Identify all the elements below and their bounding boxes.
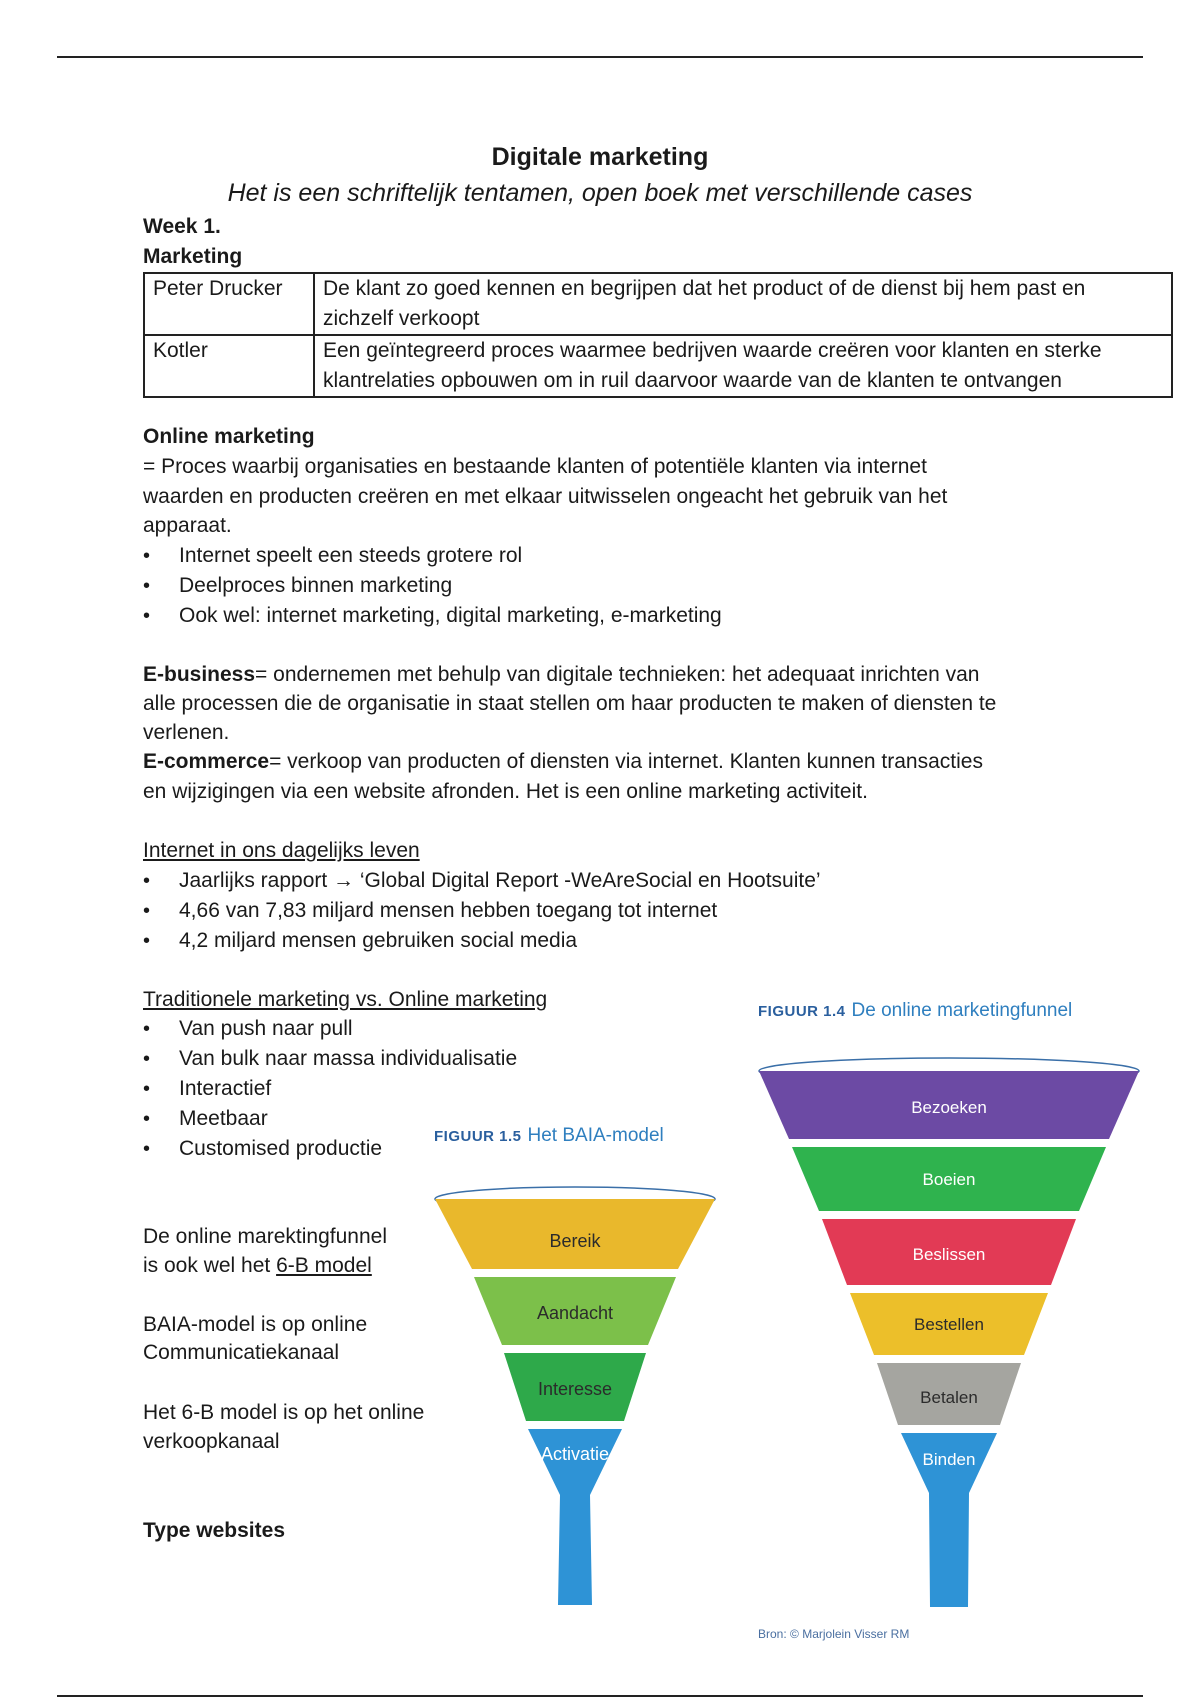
ebusiness-term: E-business — [143, 663, 256, 686]
ecommerce-line: en wijzigingen via een website afronden. Het is een online marketing activiteit. — [143, 780, 868, 803]
figure-caption-text: De online marketingfunnel — [851, 1000, 1073, 1021]
online-marketing-definition-line: = Proces waarbij organisaties en bestaande klanten of potentiële klanten via internet — [143, 455, 927, 478]
funnel-label-5: Betalen — [920, 1388, 978, 1407]
document-title: Digitale marketing — [491, 143, 709, 171]
funnel-label-1: Bezoeken — [911, 1098, 987, 1117]
baia-label-3: Interesse — [537, 1379, 613, 1399]
definition-line: zichzelf verkoopt — [323, 307, 480, 330]
table-cell-term: Peter Drucker — [144, 273, 314, 335]
document-subtitle: Het is een schriftelijk tentamen, open boek met verschillende cases — [227, 179, 973, 207]
figure-number: FIGUUR 1.4 — [758, 1003, 846, 1020]
marketing-definitions-table — [143, 272, 1173, 398]
list-item: • Customised productie — [143, 1134, 517, 1164]
ecommerce-text: = verkoop van producten of diensten via internet. Klanten kunnen transacties — [269, 750, 983, 773]
list-item: • 4,2 miljard mensen gebruiken social media — [143, 926, 821, 956]
traditional-heading: Traditionele marketing vs. Online marketing — [143, 988, 548, 1011]
marketing-funnel-figure — [756, 1055, 1146, 1615]
list-item: • Internet speelt een steeds grotere rol — [143, 541, 722, 571]
internet-bullets — [143, 866, 821, 956]
note-text: is ook wel het — [143, 1254, 277, 1277]
note-funnel: De online marektingfunnel — [143, 1225, 387, 1248]
note-six-b: verkoopkanaal — [143, 1430, 280, 1453]
definition-line: De klant zo goed kennen en begrijpen dat het product of de dienst bij hem past en — [323, 277, 1086, 300]
ebusiness-line: verlenen. — [143, 721, 230, 744]
list-item: • Interactief — [143, 1074, 517, 1104]
figure-number: FIGUUR 1.5 — [434, 1128, 522, 1145]
note-baia: BAIA-model is op online — [143, 1313, 368, 1336]
marketing-heading: Marketing — [143, 245, 243, 268]
baia-funnel-figure — [430, 1185, 720, 1615]
list-item: • Van bulk naar massa individualisatie — [143, 1044, 517, 1074]
ebusiness-line: alle processen die de organisatie in staat stellen om haar producten te maken of diensten te — [143, 692, 997, 715]
baia-label-2: Aandacht — [536, 1303, 614, 1323]
type-websites-heading: Type websites — [143, 1519, 285, 1542]
note-six-b: Het 6-B model is op het online — [143, 1401, 425, 1424]
table-cell-definition — [314, 335, 1172, 397]
header-rule — [57, 56, 1143, 58]
list-item: • Van push naar pull — [143, 1014, 517, 1044]
footer-rule — [57, 1695, 1143, 1697]
funnel-label-6: Binden — [922, 1450, 976, 1469]
table-cell-definition — [314, 273, 1172, 335]
figure-source: Bron: © Marjolein Visser RM — [758, 1627, 910, 1641]
ecommerce-line — [143, 747, 983, 777]
list-item: • Deelproces binnen marketing — [143, 571, 722, 601]
online-marketing-heading: Online marketing — [143, 425, 315, 448]
definition-line: Een geïntegreerd proces waarmee bedrijven waarde creëren voor klanten en sterke — [323, 339, 1102, 362]
ecommerce-term: E-commerce — [143, 750, 270, 773]
note-funnel — [143, 1251, 372, 1281]
week-heading: Week 1. — [143, 215, 221, 238]
table-row — [144, 273, 1172, 335]
list-item: • Ook wel: internet marketing, digital marketing, e-marketing — [143, 601, 722, 631]
baia-label-1: Bereik — [549, 1231, 601, 1251]
ebusiness-line — [143, 660, 979, 690]
baia-label-4: Activatie — [540, 1444, 610, 1464]
note-baia: Communicatiekanaal — [143, 1341, 340, 1364]
funnel-label-3: Beslissen — [912, 1245, 986, 1264]
online-marketing-bullets — [143, 541, 722, 631]
six-b-model-term: 6-B model — [276, 1254, 372, 1277]
list-item: • Jaarlijks rapport → ‘Global Digital Report -WeAreSocial en Hootsuite’ — [143, 866, 821, 896]
figure-baia-caption — [434, 1125, 664, 1147]
list-item: • 4,66 van 7,83 miljard mensen hebben toegang tot internet — [143, 896, 821, 926]
ebusiness-text: = ondernemen met behulp van digitale technieken: het adequaat inrichten van — [255, 663, 980, 686]
internet-heading: Internet in ons dagelijks leven — [143, 839, 420, 862]
funnel-label-2: Boeien — [922, 1170, 976, 1189]
funnel-label-4: Bestellen — [914, 1315, 984, 1334]
online-marketing-definition-line: waarden en producten creëren en met elkaar uitwisselen ongeacht het gebruik van het — [143, 485, 948, 508]
online-marketing-definition-line: apparaat. — [143, 514, 232, 537]
table-row — [144, 335, 1172, 397]
figure-caption-text: Het BAIA-model — [527, 1125, 664, 1146]
definition-line: klantrelaties opbouwen om in ruil daarvoor waarde van de klanten te ontvangen — [323, 369, 1062, 392]
table-cell-term: Kotler — [144, 335, 314, 397]
figure-funnel-caption — [758, 1000, 1072, 1022]
list-item: • Meetbaar — [143, 1104, 517, 1134]
